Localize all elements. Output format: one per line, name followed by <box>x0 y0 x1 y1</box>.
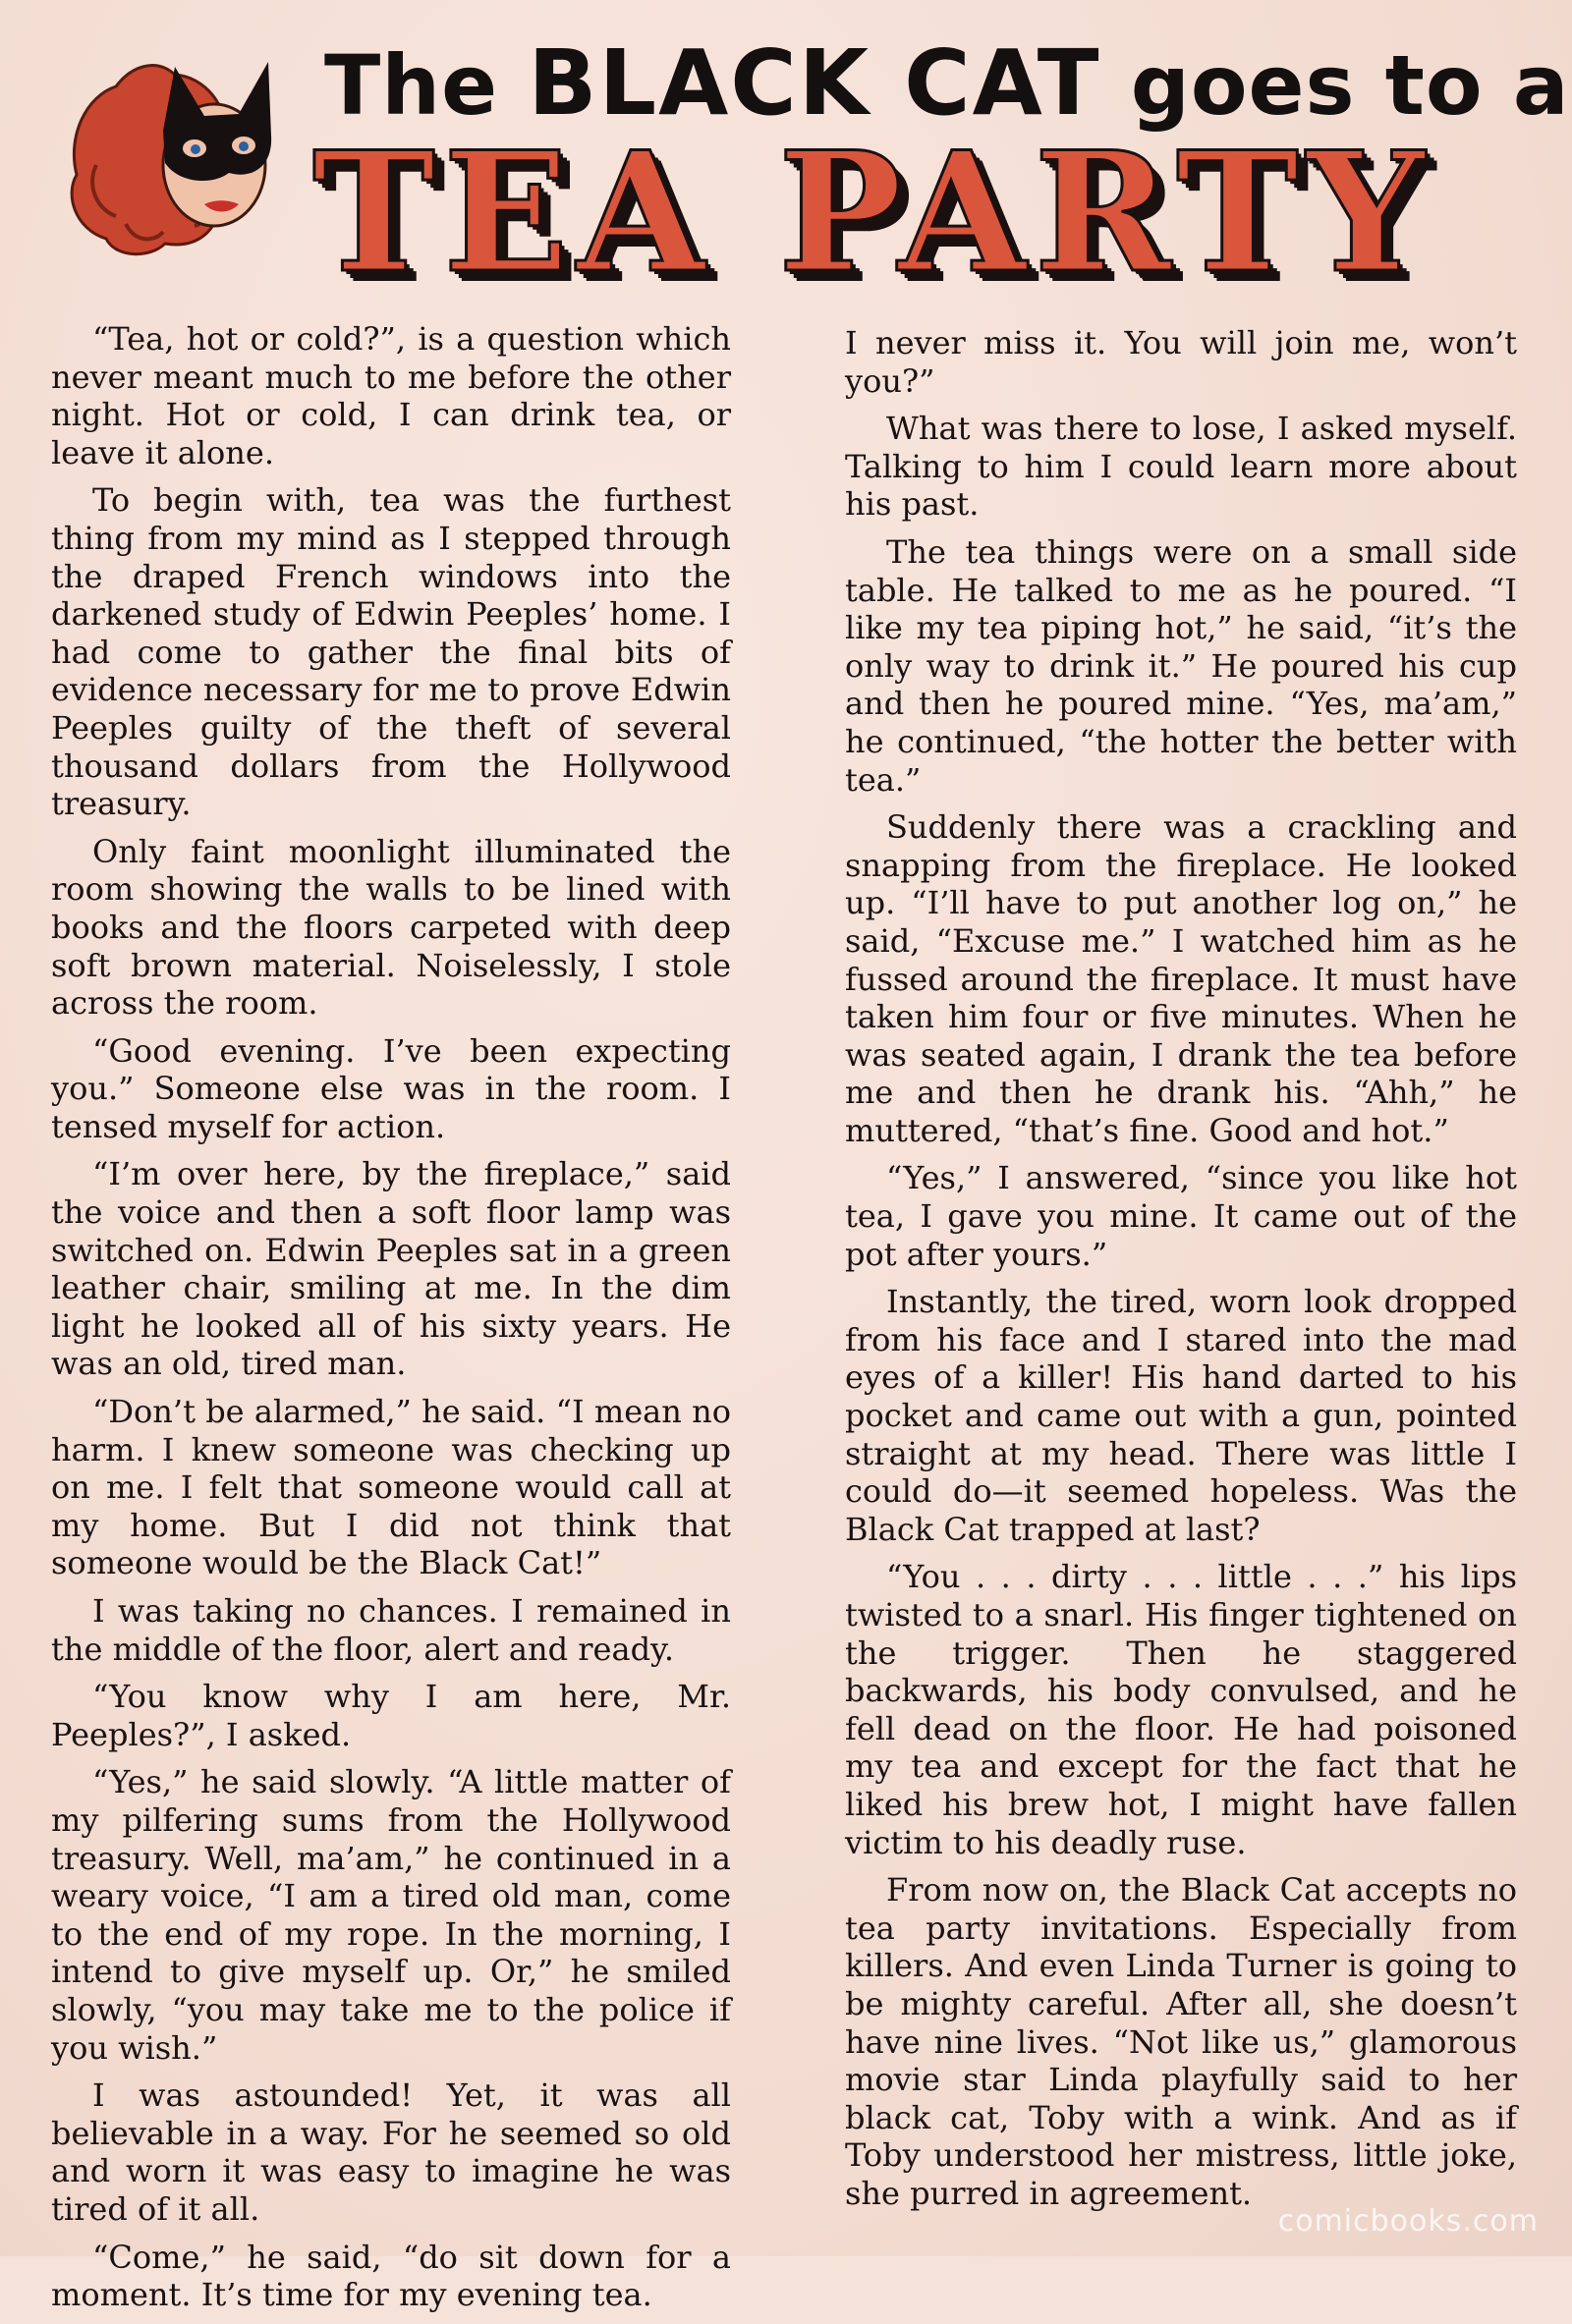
story-column-left <box>51 320 731 2324</box>
paragraph: “Yes,” he said slowly. “A little matter of my pilfering sums from the Hollywood treasury. Well, ma’am,” he continued in a weary voice, “I am a tired old man, come to the end of my rope. In the morning, I intend to give myself up. Or,” he smiled slowly, “you may take me to the police if you wish.” <box>51 1763 731 2067</box>
paragraph: To begin with, tea was the furthest thing from my mind as I stepped through the draped French windows into the darkened study of Edwin Peeples’ home. I had come to gather the final bits of evidence necessary for me to prove Edwin Peeples guilty of the theft of several thousand dollars from the Hollywood treasury. <box>51 481 731 823</box>
black-cat-mascot-icon <box>57 47 293 263</box>
paragraph: Suddenly there was a crackling and snapping from the fireplace. He looked up. “I’ll have to put another log on,” he said, “Excuse me.” I watched him as he fussed around the fireplace. It must have taken him four or five minutes. When he was seated again, I drank the tea before me and then he drank his. “Ahh,” he muttered, “that’s fine. Good and hot.” <box>845 808 1517 1149</box>
paragraph: “Yes,” I answered, “since you like hot tea, I gave you mine. It came out of the pot after yours.” <box>845 1159 1517 1273</box>
paragraph: “Tea, hot or cold?”, is a question which never meant much to me before the other night. Hot or cold, I can drink tea, or leave it alone. <box>51 320 731 471</box>
title-tea-party: TEA PARTY <box>312 115 1432 309</box>
paragraph: I was astounded! Yet, it was all believable in a way. For he seemed so old and worn it was easy to imagine he was tired of it all. <box>51 2076 731 2228</box>
story-column-right <box>845 324 1517 2223</box>
paragraph: “Don’t be alarmed,” he said. “I mean no harm. I knew someone was checking up on me. I felt that someone would call at my home. But I did not think that someone would be the Black Cat!” <box>51 1393 731 1582</box>
paragraph: Instantly, the tired, worn look dropped from his face and I stared into the mad eyes of a killer! His hand darted to his pocket and came out with a gun, pointed straight at my head. There was little I could do—it seemed hopeless. Was the Black Cat trapped at last? <box>845 1283 1517 1548</box>
title-goes: goes to a <box>1130 37 1570 134</box>
paragraph: “I’m over here, by the fireplace,” said the voice and then a soft floor lamp was switched on. Edwin Peeples sat in a green leather chair, smiling at me. In the dim light he looked all of his sixty years. He was an old, tired man. <box>51 1155 731 1383</box>
paragraph: “You know why I am here, Mr. Peeples?”, I asked. <box>51 1678 731 1753</box>
paragraph: The tea things were on a small side table. He talked to me as he poured. “I like my tea piping hot,” he said, “it’s the only way to drink it.” He poured his cup and then he poured mine. “Yes, ma’am,” he continued, “the hotter the better with tea.” <box>845 532 1517 799</box>
title-black-cat: BLACK CAT <box>528 30 1101 136</box>
paragraph: Only faint moonlight illuminated the room showing the walls to be lined with books and the floors carpeted with deep soft brown material. Noiselessly, I stole across the room. <box>51 832 731 1023</box>
title-the: The <box>324 37 499 134</box>
paragraph: What was there to lose, I asked myself. Talking to him I could learn more about his past. <box>845 410 1517 524</box>
paragraph: I was taking no chances. I remained in the middle of the floor, alert and ready. <box>51 1592 731 1668</box>
paragraph: I never miss it. You will join me, won’t you?” <box>845 324 1517 400</box>
paragraph: From now on, the Black Cat accepts no tea party invitations. Especially from killers. And even Linda Turner is going to be mighty careful. After all, she doesn’t have nine lives. “Not like us,” glamorous movie star Linda playfully said to her black cat, Toby with a wink. And as if Toby understood her mistress, little joke, she purred in agreement. <box>845 1871 1517 2212</box>
site-watermark: comicbooks.com <box>1277 2204 1539 2239</box>
paragraph: “Come,” he said, “do sit down for a moment. It’s time for my evening tea. <box>51 2238 731 2314</box>
paragraph: “You . . . dirty . . . little . . .” his lips twisted to a snarl. His finger tightened on the trigger. Then he staggered backwards, his body convulsed, and he fell dead on the floor. He had poisoned my tea and except for the fact that he liked his brew hot, I might have fallen victim to his deadly ruse. <box>845 1558 1517 1861</box>
paragraph: “Good evening. I’ve been expecting you.” Someone else was in the room. I tensed myself for action. <box>51 1031 731 1145</box>
